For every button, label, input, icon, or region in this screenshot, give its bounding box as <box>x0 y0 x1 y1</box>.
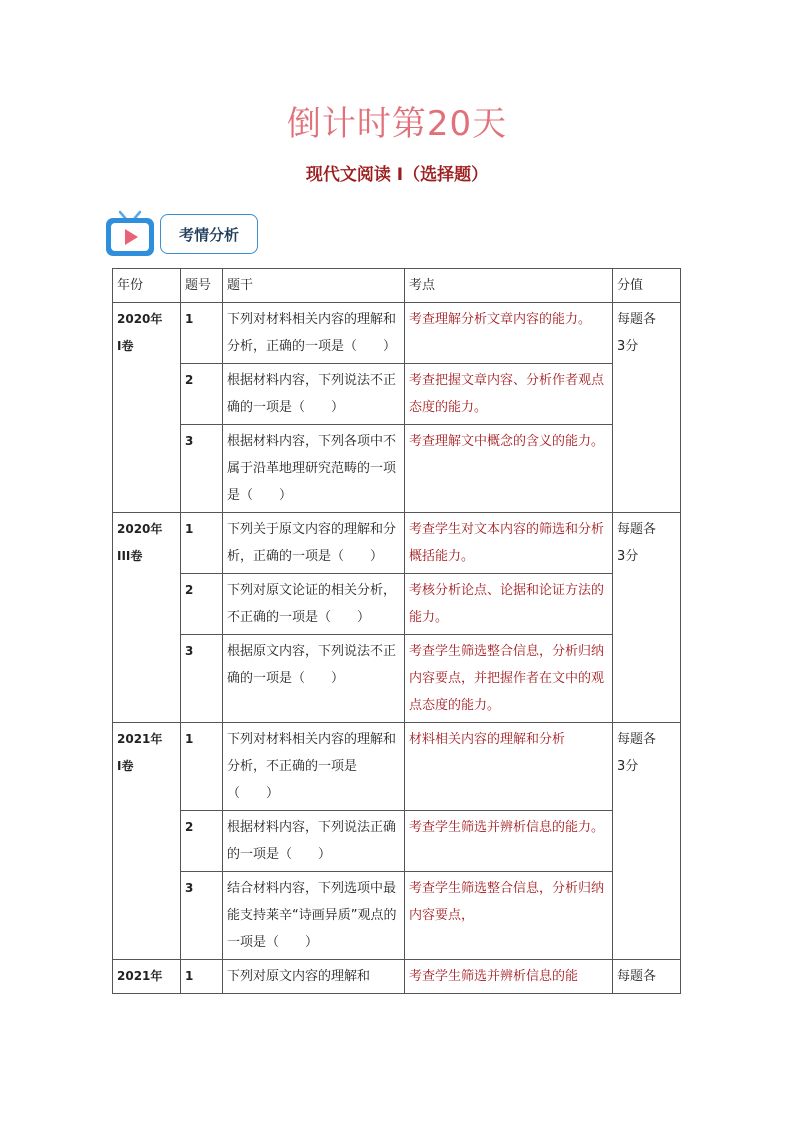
table-row <box>113 723 681 811</box>
header-year: 年份 <box>113 269 181 303</box>
header-exam-point: 考点 <box>405 269 613 303</box>
exam-point: 考查学生筛选整合信息，分析归纳内容要点，并把握作者在文中的观点态度的能力。 <box>405 635 613 723</box>
exam-point: 考核分析论点、论据和论证方法的能力。 <box>405 574 613 635</box>
exam-point: 考查学生筛选并辨析信息的能 <box>405 960 613 994</box>
year-cell: 2021年 <box>113 960 181 994</box>
question-stem: 根据材料内容，下列说法不正确的一项是（ ） <box>223 364 405 425</box>
table-row-partial <box>113 960 681 994</box>
question-number: 1 <box>181 960 223 994</box>
exam-point: 材料相关内容的理解和分析 <box>405 723 613 811</box>
table-row <box>113 872 681 960</box>
table-row <box>113 513 681 574</box>
question-stem: 根据材料内容，下列说法正确的一项是（ ） <box>223 811 405 872</box>
exam-point: 考查学生对文本内容的筛选和分析概括能力。 <box>405 513 613 574</box>
page-title: 倒计时第20天 <box>286 104 508 144</box>
header-stem: 题干 <box>223 269 405 303</box>
question-stem: 根据材料内容，下列各项中不属于沿革地理研究范畴的一项是（ ） <box>223 425 405 513</box>
question-number: 2 <box>181 364 223 425</box>
question-number: 1 <box>181 513 223 574</box>
tv-play-icon <box>104 210 156 258</box>
year-cell: 2020年 III卷 <box>113 513 181 723</box>
page-subtitle: 现代文阅读 I（选择题） <box>305 165 489 185</box>
question-stem: 结合材料内容，下列选项中最能支持莱辛“诗画异质”观点的一项是（ ） <box>223 872 405 960</box>
question-stem: 下列关于原文内容的理解和分析，正确的一项是（ ） <box>223 513 405 574</box>
question-stem: 下列对材料相关内容的理解和分析，正确的一项是（ ） <box>223 303 405 364</box>
question-stem: 下列对原文论证的相关分析，不正确的一项是（ ） <box>223 574 405 635</box>
table-row <box>113 364 681 425</box>
exam-point: 考查理解分析文章内容的能力。 <box>405 303 613 364</box>
header-number: 题号 <box>181 269 223 303</box>
question-number: 2 <box>181 811 223 872</box>
exam-point: 考查学生筛选整合信息，分析归纳内容要点， <box>405 872 613 960</box>
exam-analysis-table <box>112 268 681 994</box>
header-score: 分值 <box>613 269 681 303</box>
exam-point: 考查学生筛选并辨析信息的能力。 <box>405 811 613 872</box>
table-row <box>113 811 681 872</box>
score-cell: 每题各 3分 <box>613 303 681 513</box>
table-header-row <box>113 269 681 303</box>
question-stem: 根据原文内容，下列说法不正确的一项是（ ） <box>223 635 405 723</box>
question-number: 3 <box>181 872 223 960</box>
year-cell: 2021年 I卷 <box>113 723 181 960</box>
question-number: 2 <box>181 574 223 635</box>
question-number: 1 <box>181 723 223 811</box>
table-row <box>113 635 681 723</box>
score-cell: 每题各 <box>613 960 681 994</box>
score-cell: 每题各 3分 <box>613 513 681 723</box>
question-stem: 下列对材料相关内容的理解和分析，不正确的一项是（ ） <box>223 723 405 811</box>
question-stem: 下列对原文内容的理解和 <box>223 960 405 994</box>
score-cell: 每题各 3分 <box>613 723 681 960</box>
year-cell: 2020年 I卷 <box>113 303 181 513</box>
question-number: 3 <box>181 425 223 513</box>
exam-point: 考查把握文章内容、分析作者观点态度的能力。 <box>405 364 613 425</box>
table-row <box>113 574 681 635</box>
table-row <box>113 425 681 513</box>
exam-point: 考查理解文中概念的含义的能力。 <box>405 425 613 513</box>
question-number: 3 <box>181 635 223 723</box>
question-number: 1 <box>181 303 223 364</box>
section-label: 考情分析 <box>160 214 258 254</box>
table-row <box>113 303 681 364</box>
